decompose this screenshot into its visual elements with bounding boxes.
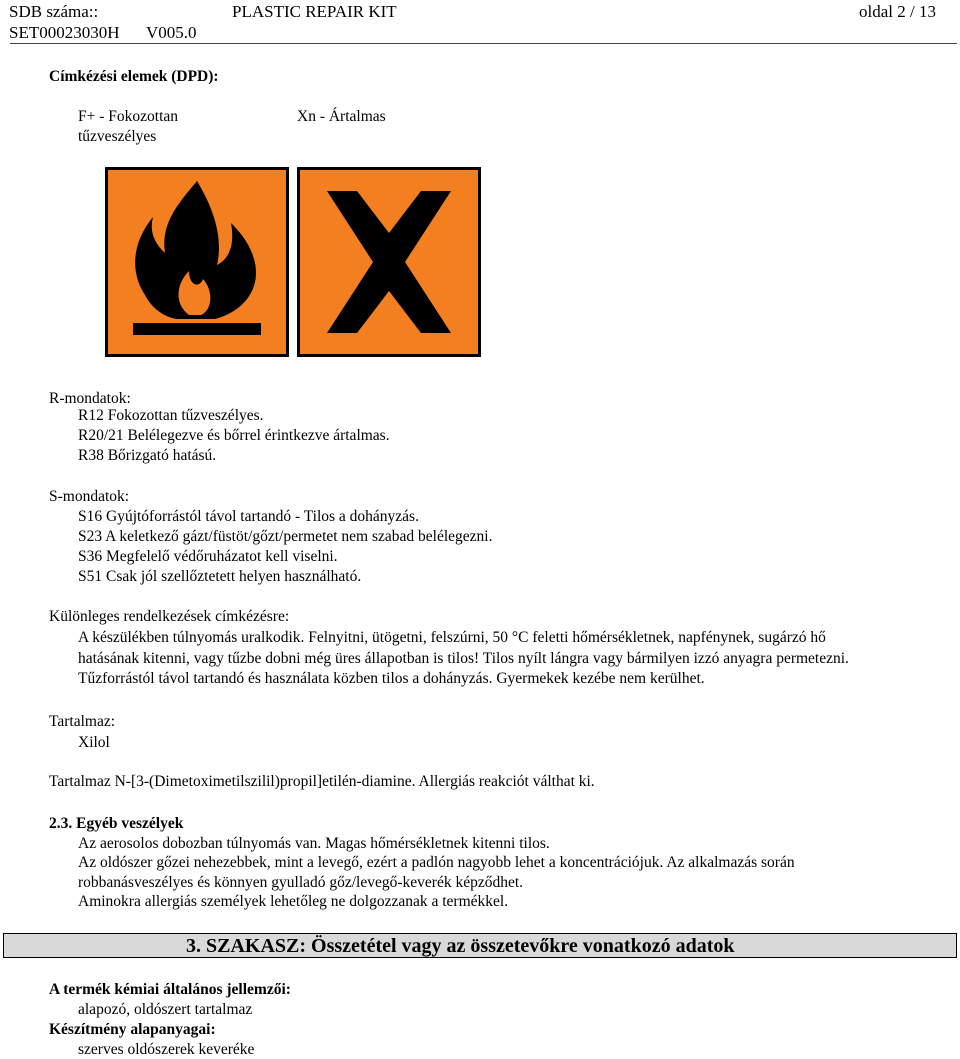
- sdb-number: SET00023030H: [9, 23, 120, 42]
- hazard-line: Az oldószer gőzei nehezebbek, mint a levegő, ezért a padlón nagyobb lehet a koncentrációjuk. Az alkalmazás során: [78, 854, 795, 871]
- version: V005.0: [146, 23, 197, 42]
- section-3-title: 3. SZAKASZ: Összetétel vagy az összetevőkre vonatkozó adatok: [186, 935, 735, 957]
- special-line: Tűzforrástól távol tartandó és használata közben tilos a dohányzás. Gyermekek kezébe nem kerülhet.: [78, 670, 705, 687]
- other-hazards-heading: 2.3. Egyéb veszélyek: [49, 815, 184, 832]
- hazard-line: Aminokra allergiás személyek lehetőleg ne dolgozzanak a termékkel.: [78, 893, 509, 910]
- hazard-line: robbanásveszélyes és könnyen gyulladó gőz/levegő-keverék képződhet.: [78, 874, 524, 891]
- flame-icon: [105, 167, 289, 357]
- chem-value: alapozó, oldószert tartalmaz: [78, 1001, 253, 1018]
- labeling-heading: Címkézési elemek (DPD):: [49, 68, 219, 85]
- base-heading: Készítmény alapanyagai:: [49, 1021, 216, 1038]
- special-line: A készülékben túlnyomás uralkodik. Felnyitni, ütögetni, felszúrni, 50 °C feletti hőmérsékletnek, napfénynek, sugárzó hő: [78, 629, 826, 646]
- allergen-note: Tartalmaz N-[3-(Dimetoximetilszilil)propil]etilén-diamine. Allergiás reakciót válthat ki.: [49, 773, 595, 790]
- sdb-label: SDB száma::: [9, 2, 99, 21]
- s-phrase: S16 Gyújtóforrástól távol tartandó - Tilos a dohányzás.: [78, 508, 419, 525]
- symbol-label-flammable-2: tűzveszélyes: [78, 128, 157, 145]
- cross-icon: [297, 167, 481, 357]
- symbol-label-harmful: Xn - Ártalmas: [297, 108, 386, 125]
- page-number: oldal 2 / 13: [859, 2, 936, 21]
- header-rule: [10, 43, 957, 44]
- special-heading: Különleges rendelkezések címkézésre:: [49, 608, 290, 625]
- r-phrases-heading: R-mondatok:: [49, 390, 131, 407]
- r-phrase: R38 Bőrizgató hatású.: [78, 447, 217, 464]
- hazard-line: Az aerosolos dobozban túlnyomás van. Magas hőmérsékletnek kitenni tilos.: [78, 835, 550, 852]
- contains-heading: Tartalmaz:: [49, 713, 116, 730]
- chem-heading: A termék kémiai általános jellemzői:: [49, 981, 291, 998]
- r-phrase: R20/21 Belélegezve és bőrrel érintkezve ártalmas.: [78, 427, 390, 444]
- product-name: PLASTIC REPAIR KIT: [232, 2, 397, 21]
- r-phrase: R12 Fokozottan tűzveszélyes.: [78, 407, 264, 424]
- s-phrase: S23 A keletkező gázt/füstöt/gőzt/permetet nem szabad belélegezni.: [78, 528, 493, 545]
- s-phrases-heading: S-mondatok:: [49, 488, 130, 505]
- contains-value: Xilol: [78, 734, 110, 751]
- s-phrase: S36 Megfelelő védőruházatot kell viselni.: [78, 548, 338, 565]
- symbol-label-flammable-1: F+ - Fokozottan: [78, 108, 179, 125]
- base-value: szerves oldószerek keveréke: [78, 1041, 255, 1058]
- special-line: hatásának kitenni, vagy tűzbe dobni még üres állapotban is tilos! Tilos nyílt lángra vagy bármilyen izzó anyagra permetezni.: [78, 650, 849, 667]
- s-phrase: S51 Csak jól szellőztetett helyen használható.: [78, 568, 362, 585]
